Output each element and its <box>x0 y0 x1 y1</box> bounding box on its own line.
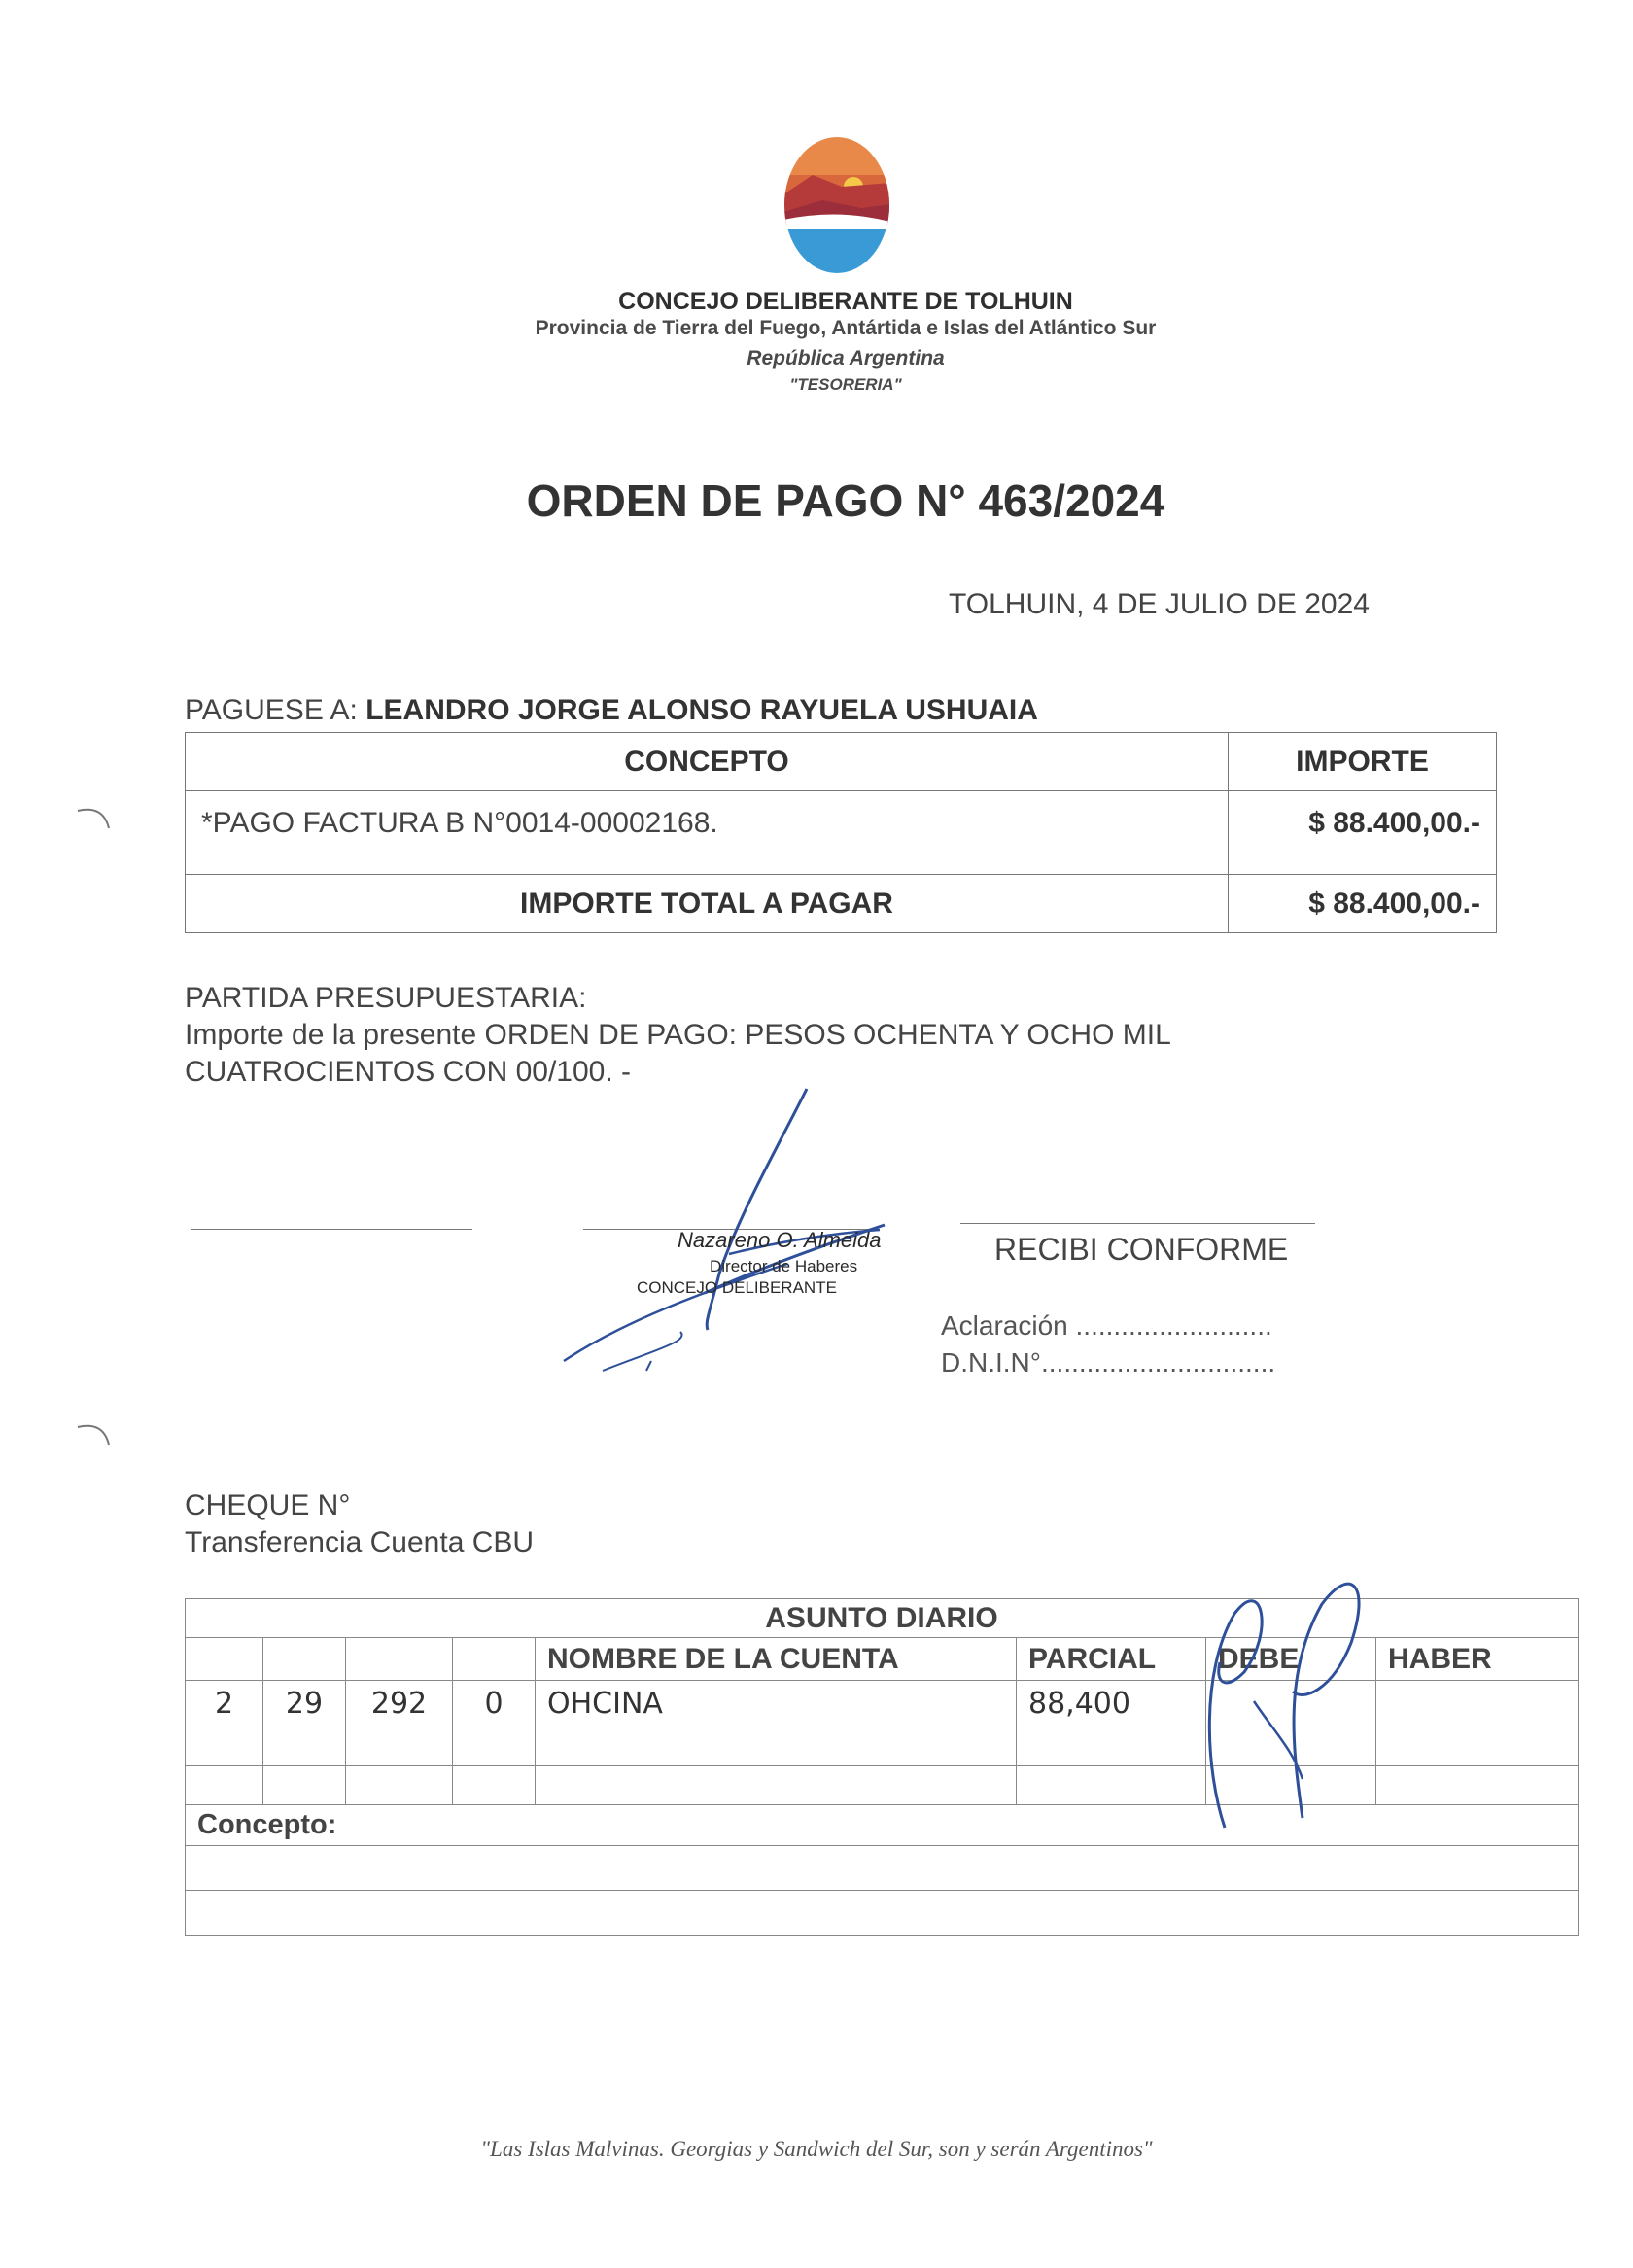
transfer-label: Transferencia Cuenta CBU <box>185 1526 535 1558</box>
punch-mark <box>76 1419 115 1448</box>
concept-header: CONCEPTO <box>186 733 1229 791</box>
punch-mark <box>76 803 115 832</box>
signature-line-left <box>191 1229 472 1230</box>
document-title: ORDEN DE PAGO N° 463/2024 <box>526 475 1165 526</box>
total-row <box>186 875 1497 933</box>
table-header-row <box>186 733 1497 791</box>
footer-motto: "Las Islas Malvinas. Georgias y Sandwich del Sur, son y serán Argentinos" <box>480 2137 1153 2161</box>
partial-header: PARCIAL <box>1017 1638 1206 1681</box>
clarification-field: Aclaración .......................... <box>941 1310 1272 1341</box>
hw-partial-amount: 88,400 <box>1017 1681 1206 1727</box>
cheque-label: CHEQUE N° <box>185 1489 351 1521</box>
ledger-title: ASUNTO DIARIO <box>186 1599 1579 1638</box>
dni-field: D.N.I.N°............................... <box>941 1347 1276 1378</box>
hw-account-name: OHCINA <box>536 1681 1017 1727</box>
department-name: "TESORERIA" <box>789 375 902 394</box>
payee-line <box>185 694 1038 727</box>
stamp-role: Director de Haberes <box>710 1257 858 1275</box>
item-concept: *PAGO FACTURA B N°0014-00002168. <box>186 791 1229 875</box>
handwritten-initials <box>1176 1555 1390 1847</box>
item-amount: $ 88.400,00.- <box>1229 791 1497 875</box>
payee-name: LEANDRO JORGE ALONSO RAYUELA USHUAIA <box>365 694 1038 726</box>
hw-code-4: 0 <box>453 1681 536 1727</box>
amount-in-words-line2: CUATROCIENTOS CON 00/100. - <box>185 1056 631 1088</box>
concept-table <box>185 732 1497 933</box>
hw-code-2: 29 <box>263 1681 346 1727</box>
payee-label: PAGUESE A: <box>185 694 358 726</box>
budget-label: PARTIDA PRESUPUESTARIA: <box>185 982 587 1014</box>
stamp-org: CONCEJO DELIBERANTE <box>637 1278 837 1297</box>
credit-header: HABER <box>1376 1638 1579 1681</box>
ledger-concept-line <box>186 1846 1579 1891</box>
hw-code-3: 292 <box>346 1681 453 1727</box>
account-name-header: NOMBRE DE LA CUENTA <box>536 1638 1017 1681</box>
amount-header: IMPORTE <box>1229 733 1497 791</box>
hw-code-1: 2 <box>186 1681 263 1727</box>
concept-label: Concepto: <box>186 1805 1579 1846</box>
receipt-label: RECIBI CONFORME <box>994 1232 1289 1267</box>
debit-header: DEBE <box>1206 1638 1376 1681</box>
ledger-concept-line <box>186 1891 1579 1936</box>
issue-date: TOLHUIN, 4 DE JULIO DE 2024 <box>949 588 1370 620</box>
total-amount: $ 88.400,00.- <box>1229 875 1497 933</box>
signature-line-right <box>960 1223 1315 1224</box>
council-logo <box>783 136 890 274</box>
table-row <box>186 791 1497 875</box>
org-name: CONCEJO DELIBERANTE DE TOLHUIN <box>618 288 1073 315</box>
province-name: Provincia de Tierra del Fuego, Antártida e Islas del Atlántico Sur <box>535 317 1157 339</box>
amount-in-words-line1: Importe de la presente ORDEN DE PAGO: PESOS OCHENTA Y OCHO MIL <box>185 1019 1171 1051</box>
total-label: IMPORTE TOTAL A PAGAR <box>186 875 1229 933</box>
country-name: República Argentina <box>747 347 945 369</box>
stamp-name: Nazareno O. Almeida <box>678 1228 882 1252</box>
